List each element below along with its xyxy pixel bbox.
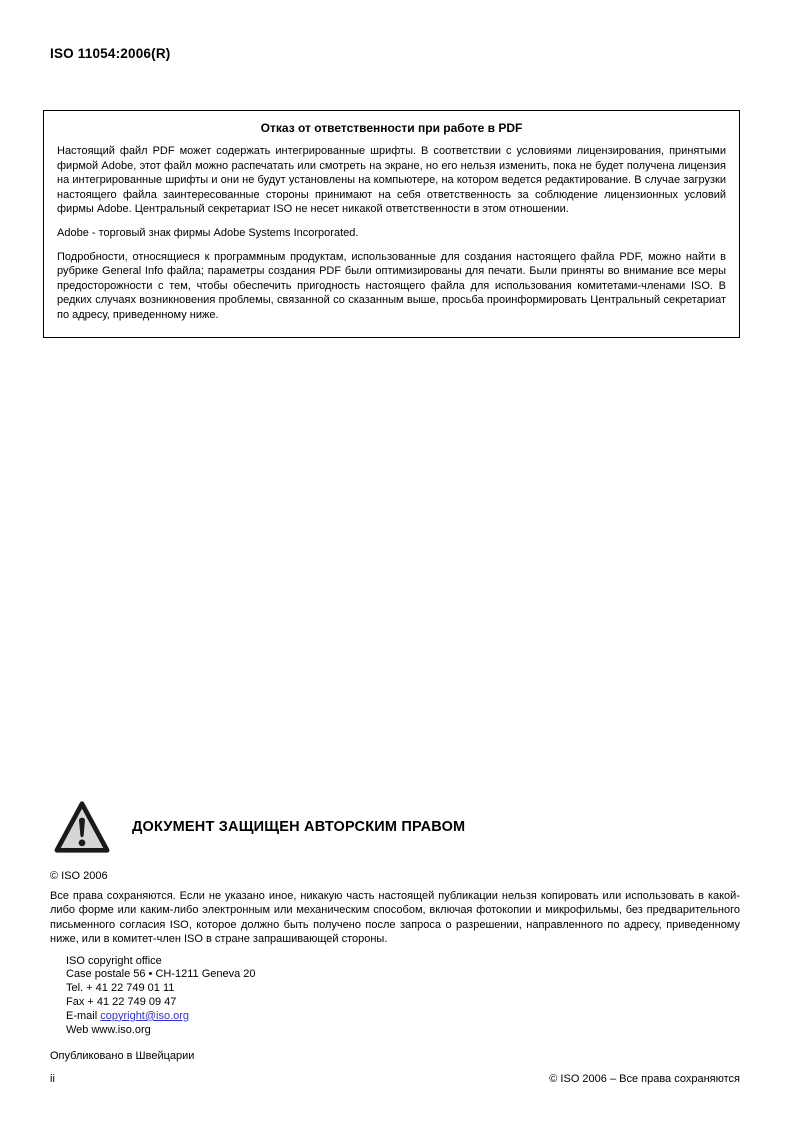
disclaimer-paragraph: Adobe - торговый знак фирмы Adobe Systems Incorporated. — [57, 226, 359, 239]
disclaimer-paragraph: Настоящий файл PDF может содержать интегрированные шрифты. В соответствии с условиями лицензирования, принятыми фирмой Adobe, этот файл можно распечатать или смотреть на экране, но его нельзя изменить, пока не будет получена лицензия на интегрированные шрифты и они не будут установлены на компьютере, на котором ведется редактирование. В случае загрузки настоящего файла заинтересованные стороны принимают на себя ответственность за соблюдение лицензионных условий фирмы Adobe. Центральный секретариат ISO не несет никакой ответственности в этом отношении. — [57, 145, 726, 216]
pdf-disclaimer-box — [43, 110, 740, 338]
copyright-year-notice: © ISO 2006 — [50, 870, 108, 882]
document-number: ISO 11054:2006(R) — [50, 46, 171, 61]
address-line: ISO copyright office — [66, 954, 162, 967]
copyright-heading: ДОКУМЕНТ ЗАЩИЩЕН АВТОРСКИМ ПРАВОМ — [132, 818, 466, 835]
copyright-section — [50, 798, 740, 1062]
warning-triangle-icon — [54, 800, 110, 854]
copyright-body-text: Все права сохраняются. Если не указано иное, никакую часть настоящей публикации нельзя копировать или использовать в какой-либо форме или каким-либо электронным или механическим способом, включая фотокопии и микрофильмы, без предварительного письменного согласия ISO, которое должно быть получено после запроса о разрешении, направленного по адресу, приведенному ниже, или в комитет-член ISO в стране запрашивающей стороны. — [50, 890, 740, 946]
disclaimer-title: Отказ от ответственности при работе в PDF — [260, 121, 523, 135]
footer-copyright: © ISO 2006 – Все права сохраняются — [549, 1073, 740, 1085]
address-line-web: Web www.iso.org — [66, 1023, 151, 1036]
address-line: Fax + 41 22 749 09 47 — [66, 996, 177, 1009]
address-line: Case postale 56 • CH-1211 Geneva 20 — [66, 968, 256, 981]
published-in-line: Опубликовано в Швейцарии — [50, 1050, 195, 1063]
disclaimer-paragraph: Подробности, относящиеся к программным продуктам, использованные для создания настоящего файла PDF, можно найти в рубрике General Info файла; параметры создания PDF были оптимизированы для печати. Были приняты во внимание все меры предосторожности с тем, чтобы обеспечить пригодность настоящего файла для использования комитетами-членами ISO. В редких случаях возникновения проблемы, связанной со сказанным выше, просьба проинформировать Центральный секретариат по адресу, приведенному ниже. — [57, 250, 726, 321]
page-number: ii — [50, 1073, 55, 1085]
address-line-email — [66, 1010, 740, 1024]
email-link[interactable]: copyright@iso.org — [100, 1009, 190, 1022]
email-label: E-mail — [66, 1009, 101, 1022]
page-footer — [50, 1073, 740, 1085]
address-block — [50, 955, 740, 1038]
copyright-heading-row — [54, 798, 740, 855]
address-line: Tel. + 41 22 749 01 11 — [66, 982, 175, 995]
